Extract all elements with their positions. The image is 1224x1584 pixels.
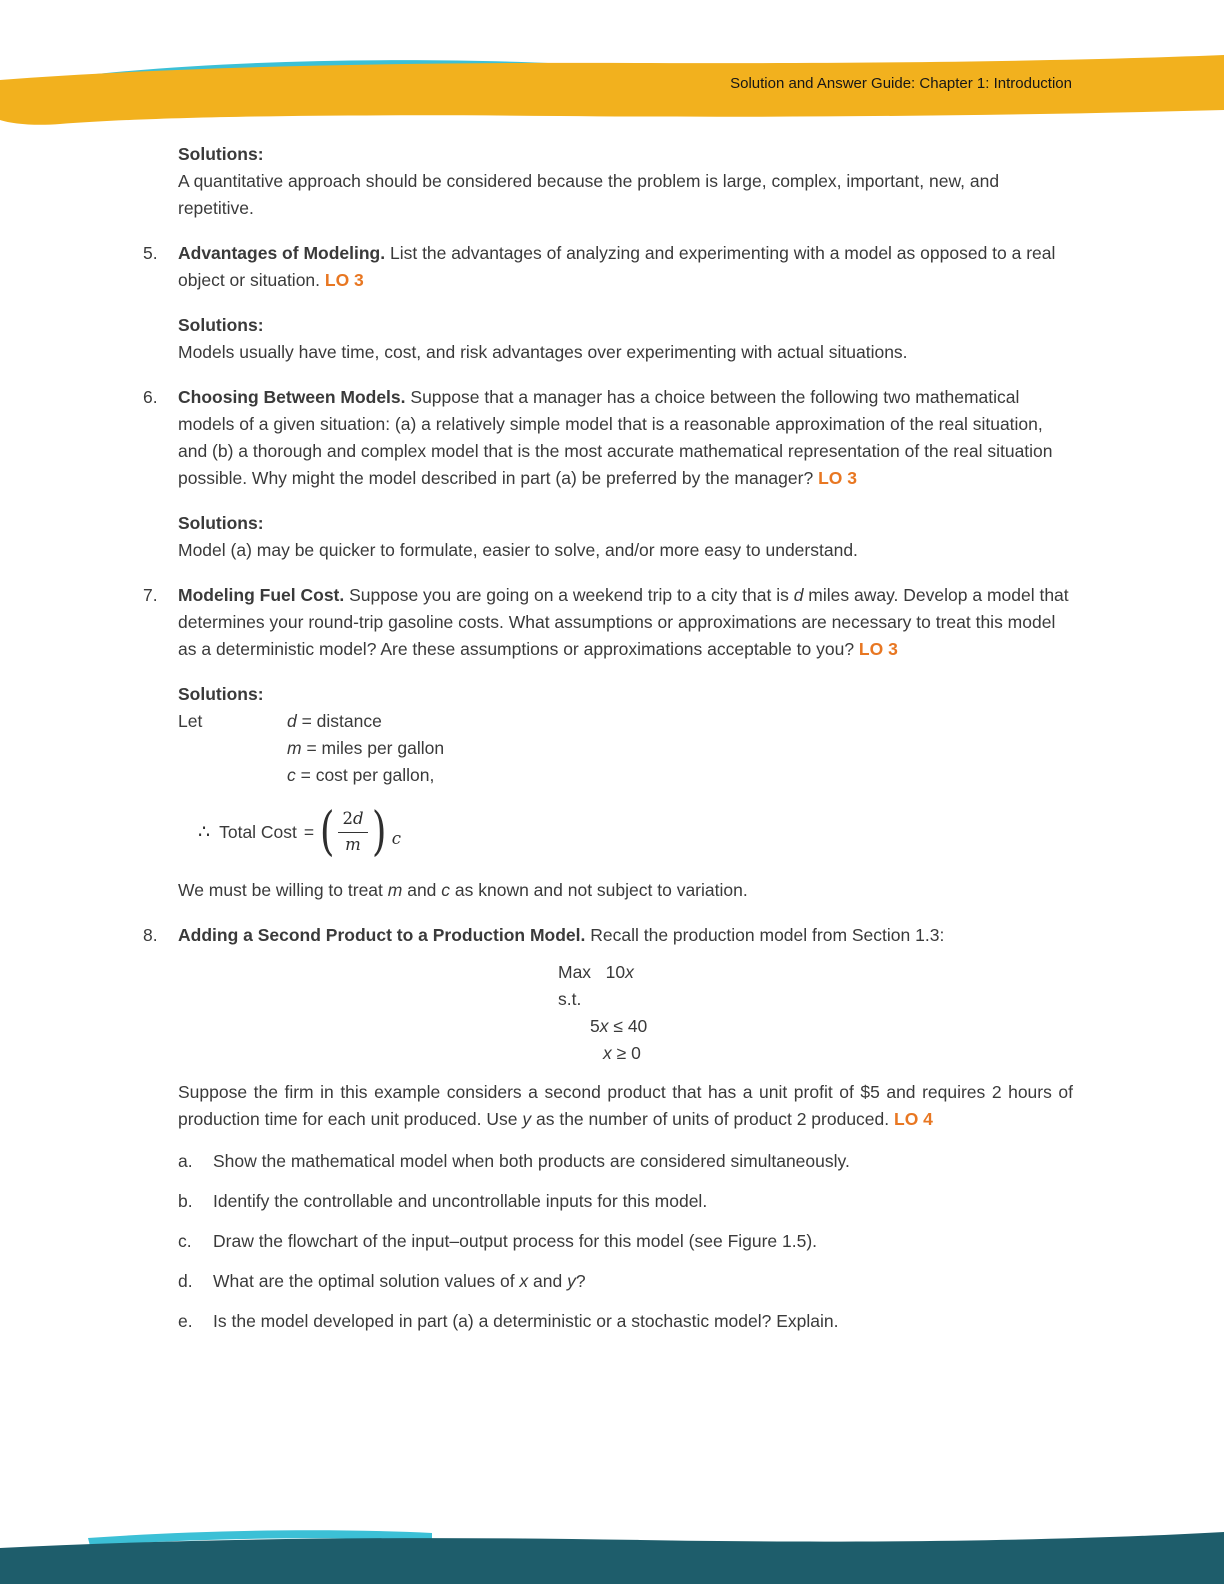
document-content xyxy=(143,141,1073,1348)
subitem-text xyxy=(213,1148,850,1175)
open-paren: ( xyxy=(319,802,335,862)
subitem-text xyxy=(213,1308,838,1335)
subitem-letter: d. xyxy=(178,1271,193,1291)
definitions-list xyxy=(287,708,444,789)
definition-row xyxy=(287,762,444,789)
text-segment: Is the model developed in part (a) a deterministic or a stochastic model? Explain. xyxy=(213,1311,839,1331)
let-definitions xyxy=(178,708,1073,789)
subitem-text xyxy=(213,1188,707,1215)
text-segment: Advantages of Modeling. xyxy=(178,243,390,263)
text-segment: Model (a) may be quicker to formulate, easier to solve, and/or more easy to understand. xyxy=(178,540,858,560)
header-band xyxy=(0,0,1224,140)
text-segment: ≥ 0 xyxy=(611,1043,641,1063)
text-segment: d xyxy=(287,711,297,731)
text-segment: c xyxy=(391,829,402,848)
total-cost-formula xyxy=(178,803,1073,861)
question-5 xyxy=(143,240,1073,294)
text-segment: What are the optimal solution values of xyxy=(213,1271,520,1291)
header-title: Solution and Answer Guide: Chapter 1: Introduction xyxy=(730,75,1072,92)
subitem-list xyxy=(178,1148,1073,1335)
solution-text xyxy=(178,168,1073,222)
text-segment: x xyxy=(603,1043,612,1063)
subitem-letter: e. xyxy=(178,1311,193,1331)
text-segment: Recall the production model from Section 1.3: xyxy=(590,925,945,945)
formula-multiplier xyxy=(392,825,401,853)
text-segment: Identify the controllable and uncontrollable inputs for this model. xyxy=(213,1191,708,1211)
text-segment: LO 4 xyxy=(894,1109,933,1129)
question-text xyxy=(178,922,1073,949)
subitem-e xyxy=(178,1308,1073,1335)
subitem-letter: c. xyxy=(178,1231,192,1251)
model-line xyxy=(558,959,1073,986)
footer-band xyxy=(0,1524,1224,1584)
solution-text xyxy=(178,537,1073,564)
fraction xyxy=(338,808,367,856)
text-segment: m xyxy=(387,880,403,900)
text-segment: Show the mathematical model when both products are considered simultaneously. xyxy=(213,1151,850,1171)
followup-text xyxy=(178,1079,1073,1133)
text-segment: m xyxy=(345,834,361,854)
footer-band-art xyxy=(0,1524,1224,1584)
subitem-d xyxy=(178,1268,1073,1295)
text-segment: Suppose the firm in this example considers a second product that has a unit profit of $5 and requires 2 hours of production time for each unit produced. Use xyxy=(178,1082,1073,1129)
formula-label: Total Cost xyxy=(219,821,297,842)
text-segment: List the advantages of analyzing and experimenting with a model as opposed to a real object or situation. xyxy=(178,243,1056,290)
solution-text xyxy=(178,339,1073,366)
model-line xyxy=(558,1013,1073,1040)
question-8 xyxy=(143,922,1073,949)
solution-block-6 xyxy=(178,510,1073,564)
text-segment: c xyxy=(287,765,296,785)
let-label: Let xyxy=(178,711,203,731)
subitem-text xyxy=(213,1268,586,1295)
solution-block-intro xyxy=(178,141,1073,222)
text-segment: and xyxy=(528,1271,568,1291)
subitem-a xyxy=(178,1148,1073,1175)
text-segment: y xyxy=(567,1271,576,1291)
text-segment: ≤ 40 xyxy=(608,1016,648,1036)
question-7 xyxy=(143,582,1073,663)
text-segment: d xyxy=(793,585,804,605)
text-segment: Draw the flowchart of the input–output process for this model (see Figure 1.5). xyxy=(213,1231,818,1251)
subitem-b xyxy=(178,1188,1073,1215)
text-segment: 5 xyxy=(590,1016,600,1036)
definition-row xyxy=(287,735,444,762)
solutions-label: Solutions: xyxy=(178,684,264,704)
text-segment: LO 3 xyxy=(818,468,857,488)
question-6 xyxy=(143,384,1073,492)
text-segment: ? xyxy=(575,1271,586,1291)
solutions-label: Solutions: xyxy=(178,315,264,335)
text-segment: Suppose that a manager has a choice between the following two mathematical models of a given situation: (a) a relatively simple model that is a reasonable approximation of the real situation, and (b) a thorough and complex model that is the most accurate mathematical representation of the real situation possible. Why might the model described in part (a) be preferred by the manager? xyxy=(178,387,1053,488)
text-segment: and xyxy=(402,880,442,900)
question-number: 6. xyxy=(143,387,158,407)
text-segment: Max 10 xyxy=(558,962,626,982)
text-segment: x xyxy=(599,1016,609,1036)
subitem-letter: b. xyxy=(178,1191,193,1211)
solution-block-7 xyxy=(178,681,1073,904)
model-line xyxy=(558,1040,1073,1067)
question-text xyxy=(178,240,1073,294)
question-text xyxy=(178,582,1073,663)
text-segment: A quantitative approach should be considered because the problem is large, complex, important, new, and repetitive. xyxy=(178,171,1000,218)
text-segment: = cost per gallon, xyxy=(295,765,435,785)
text-segment: m xyxy=(287,738,302,758)
text-segment: LO 3 xyxy=(858,639,898,659)
text-segment: 2 xyxy=(342,809,353,829)
text-segment: LO 3 xyxy=(324,270,364,290)
text-segment: = miles per gallon xyxy=(301,738,445,758)
text-segment: x xyxy=(625,962,634,982)
question-text xyxy=(178,384,1073,492)
question-8-followup xyxy=(178,1079,1073,1335)
text-segment: d xyxy=(352,809,364,829)
text-segment: We must be willing to treat xyxy=(178,880,388,900)
text-segment: Modeling Fuel Cost. xyxy=(178,585,350,605)
text-segment: Choosing Between Models. xyxy=(178,387,411,407)
question-number: 7. xyxy=(143,585,158,605)
equals-sign: = xyxy=(303,821,315,842)
production-model xyxy=(558,959,1073,1067)
text-segment: miles away. Develop a model that determines your round-trip gasoline costs. What assumptions or approximations are necessary to treat this model as a deterministic model? Are these assumptions or approximations acceptable to you? xyxy=(178,585,1069,659)
subitem-letter: a. xyxy=(178,1151,193,1171)
text-segment: y xyxy=(522,1109,532,1129)
solution-block-5 xyxy=(178,312,1073,366)
subitem-text xyxy=(213,1228,817,1255)
text-segment: Models usually have time, cost, and risk advantages over experimenting with actual situations. xyxy=(178,342,908,362)
text-segment: as known and not subject to variation. xyxy=(450,880,748,900)
question-number: 8. xyxy=(143,925,158,945)
model-line xyxy=(558,986,1073,1013)
close-paren: ) xyxy=(371,802,386,862)
header-band-art xyxy=(0,0,1224,140)
question-number: 5. xyxy=(143,243,158,263)
text-segment: x xyxy=(519,1271,529,1291)
solutions-label: Solutions: xyxy=(178,144,264,164)
definition-row xyxy=(287,708,444,735)
text-segment: Suppose you are going on a weekend trip to a city that is xyxy=(349,585,794,605)
solutions-label: Solutions: xyxy=(178,513,264,533)
therefore-symbol: ∴ xyxy=(198,821,211,843)
text-segment: s.t. xyxy=(558,989,582,1009)
fraction-numerator xyxy=(338,808,367,832)
text-segment: as the number of units of product 2 produced. xyxy=(531,1109,894,1129)
text-segment: c xyxy=(441,880,451,900)
fraction-denominator xyxy=(345,833,361,856)
solution-note xyxy=(178,877,1073,904)
text-segment: Adding a Second Product to a Production Model. xyxy=(178,925,591,945)
text-segment: = distance xyxy=(296,711,382,731)
subitem-c xyxy=(178,1228,1073,1255)
